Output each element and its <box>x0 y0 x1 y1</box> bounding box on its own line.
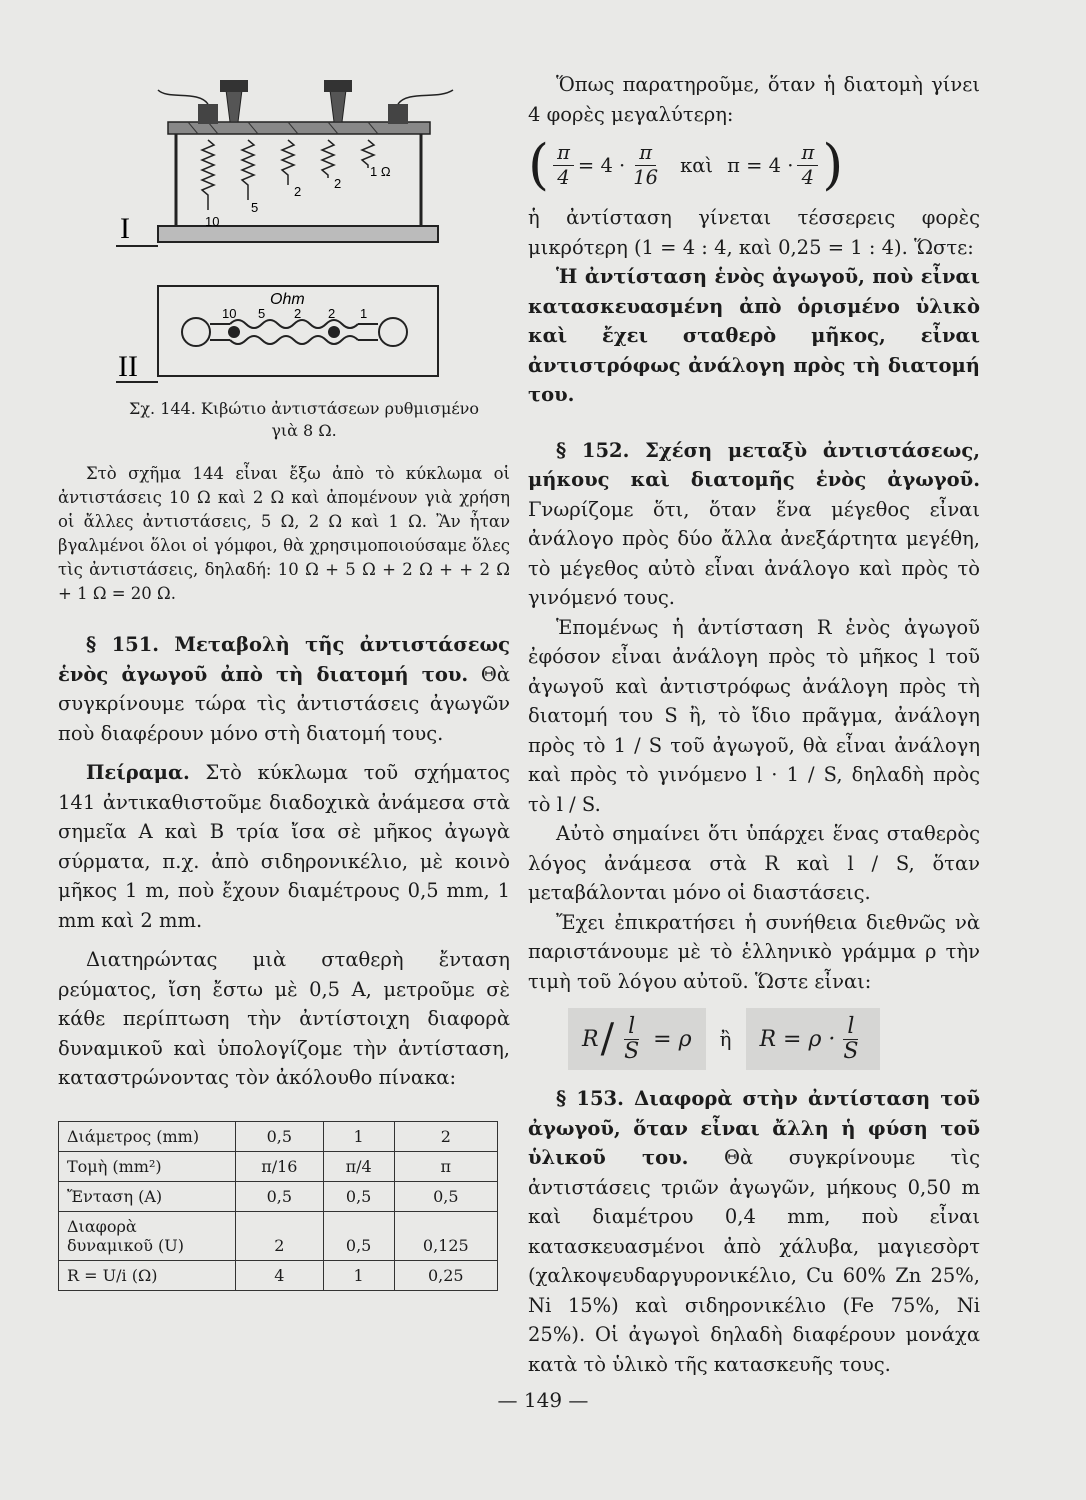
resistance-4x-paragraph: ἡ ἀντίσταση γίνεται τέσσερεις φορὲς μικρότερη (1 = 4 : 4, καὶ 0,25 = 1 : 4). Ὥστε: <box>528 206 980 259</box>
table-row <box>59 1121 498 1151</box>
page-number: — 149 — <box>497 1388 589 1412</box>
convention-paragraph: Ἔχει ἐπικρατήσει ἡ συνήθεια διεθνῶς νὰ παριστάνουμε μὲ τὸ ἑλληνικὸ γράμμα ρ τὴν τιμὴ τοῦ λόγου αὐτοῦ. Ὥστε εἶναι: <box>528 910 980 993</box>
formula-l: l <box>843 1015 858 1040</box>
fraction-pi-over-4-b <box>797 141 818 190</box>
table-cell: 1 <box>323 1260 394 1290</box>
formula-R: R <box>582 1026 599 1052</box>
section-153-text: Θὰ συγκρίνουμε τὶς ἀντιστάσεις τριῶν ἀγωγῶν, μήκους 0,50 m καὶ διαμέτρου 0,4 mm, ποὺ εἶναι κατασκευασμένοι ἀπὸ χάλυβα, μαγιεσὸρτ (χαλκοψευδαργυρονικέλιο, Cu 60% Zn 25%, Ni 15%) καὶ σιδηρονικέλιο (Fe 75%, Ni 25%). Οἱ ἀγωγοὶ δηλαδὴ διαφέρουν μονάχα κατὰ τὸ ὑλικὸ τῆς κατασκευῆς τους. <box>528 1146 980 1376</box>
table-cell: 0,5 <box>236 1121 324 1151</box>
table-cell: 0,125 <box>394 1211 497 1260</box>
table-cell: 0,5 <box>236 1181 324 1211</box>
experiment-paragraph <box>58 758 510 935</box>
therefore-paragraph: Ἑπομένως ἡ ἀντίσταση R ἑνὸς ἀγωγοῦ ἐφόσον εἶναι ἀνάλογη πρὸς τὸ μῆκος l τοῦ ἀγωγοῦ καὶ ἀντιστρόφως ἀνάλογη πρὸς τὴ διατομή του S ἢ, τὸ ἴδιο πρᾶγμα, ἀνάλογη πρὸς τὸ 1 / S τοῦ ἀγωγοῦ, θὰ εἶναι ἀνάλογη καὶ πρὸς τὸ γινόμενο l · 1 / S, δηλαδὴ πρὸς τὸ l / S. <box>528 615 980 816</box>
equation-left-paren: ( <box>528 133 550 196</box>
figure-caption <box>98 398 510 442</box>
section-152 <box>528 436 980 613</box>
equals-4-times: = 4 · <box>577 153 626 177</box>
resistivity-formulas <box>568 1008 980 1070</box>
table-cell: 2 <box>394 1121 497 1151</box>
figure-label-II: II <box>118 350 138 383</box>
table-cell: 4 <box>236 1260 324 1290</box>
formula-R-eq-rho: R = ρ · <box>759 1026 836 1052</box>
row-label: R = U/i (Ω) <box>59 1260 236 1290</box>
fraction-pi-over-4 <box>553 141 574 190</box>
section-152-text: Γνωρίζομε ὅτι, ὅταν ἕνα μέγεθος εἶναι ἀνάλογο πρὸς δύο ἄλλα ἀνεξάρτητα μεγέθη, τὸ μέγεθος αὐτὸ εἶναι ἀνάλογο καὶ πρὸς τὸ γινόμενό τους. <box>528 497 980 609</box>
right-column <box>528 70 980 1379</box>
section-151-text: Θὰ συγκρίνουμε τώρα τὶς ἀντιστάσεις ἀγωγῶν ποὺ διαφέρουν μόνο στὴ διατομή τους. <box>58 662 510 745</box>
table-cell: π <box>394 1151 497 1181</box>
plug-label-2b: 2 <box>328 306 336 321</box>
formula-boxed-2 <box>746 1008 881 1070</box>
plug-label-10: 10 <box>222 306 237 321</box>
observe-paragraph: Ὅπως παρατηροῦμε, ὅταν ἡ διατομὴ γίνει 4 φορὲς μεγαλύτερη: <box>528 73 980 126</box>
table-cell: 0,25 <box>394 1260 497 1290</box>
measurement-paragraph: Διατηρώντας μιὰ σταθερὴ ἔνταση ρεύματος, ἴση ἔστω μὲ 0,5 Α, μετροῦμε σὲ κάθε περίπτωση τὴν ἀντίστοιχη διαφορὰ δυναμικοῦ καὶ ὑπολογίζομε τὴν ἀντίσταση, καταστρώνοντας τὸν ἀκόλουθο πίνακα: <box>58 948 510 1089</box>
table-cell: 2 <box>236 1211 324 1260</box>
coil-label-2b: 2 <box>334 176 342 191</box>
frac-num: π <box>635 141 656 166</box>
row-label: Διάμετρος (mm) <box>59 1121 236 1151</box>
table-cell: 0,5 <box>323 1181 394 1211</box>
formula-l-over-S <box>620 1015 643 1064</box>
experiment-text: Στὸ κύκλωμα τοῦ σχήματος 141 ἀντικαθιστοῦμε διαδοχικὰ ἀνάμεσα στὰ σημεῖα Α καὶ Β τρία ἴσα σὲ μῆκος ἀγωγὰ σύρματα, π.χ. ἀπὸ σιδηρονικέλιο, μὲ κοινὸ μῆκος 1 m, ποὺ ἔχουν διαμέτρους 0,5 mm, 1 mm καὶ 2 mm. <box>58 761 510 932</box>
row-label: Διαφορὰ δυναμικοῦ (U) <box>59 1211 236 1260</box>
coil-label-2a: 2 <box>294 184 302 199</box>
pi-equals-4-times: π = 4 · <box>727 153 794 177</box>
resistance-box-figure <box>58 60 498 390</box>
ratio-paragraph: Αὐτὸ σημαίνει ὅτι ὑπάρχει ἕνας σταθερὸς λόγος ἀνάμεσα στὰ R καὶ l / S, ὅταν μεταβάλονται μόνο οἱ διαστάσεις. <box>528 822 980 904</box>
row-label: Τομὴ (mm²) <box>59 1151 236 1181</box>
intro-paragraph: Στὸ σχῆμα 144 εἶναι ἔξω ἀπὸ τὸ κύκλωμα οἱ ἀντιστάσεις 10 Ω καὶ 2 Ω καὶ ἀπομένουν γιὰ χρήση οἱ ἄλλες ἀντιστάσεις, 5 Ω, 2 Ω καὶ 1 Ω. Ἂν ἦταν βγαλμένοι ὅλοι οἱ γόμφοι, θὰ χρησιμοποιούσαμε ὅλες τὶς ἀντιστάσεις, δηλαδή: 10 Ω + 5 Ω + 2 Ω + + 2 Ω + 1 Ω = 20 Ω. <box>58 464 510 603</box>
resistance-box-drawing <box>58 60 498 390</box>
figure-caption-line2: γιὰ 8 Ω. <box>271 421 337 440</box>
frac-num: π <box>553 141 574 166</box>
coil-label-1: 1 Ω <box>370 164 391 179</box>
formula-l: l <box>624 1015 639 1040</box>
plug-label-2a: 2 <box>294 306 302 321</box>
formula-S: S <box>624 1038 640 1064</box>
figure-label-I: I <box>120 212 130 245</box>
section-151 <box>58 630 510 748</box>
measurements-table <box>58 1121 498 1291</box>
coil-label-5: 5 <box>251 200 259 215</box>
fraction-pi-over-16 <box>629 141 662 190</box>
formula-eq-rho: = ρ <box>653 1026 692 1052</box>
section-151-title: § 151. Μεταβολὴ τῆς ἀντιστάσεως ἑνὸς ἀγωγοῦ ἀπὸ τὴ διατομή του. <box>58 633 510 686</box>
row-label: Ἔνταση (Α) <box>59 1181 236 1211</box>
formula-boxed-1 <box>568 1008 706 1070</box>
frac-den: 4 <box>801 165 815 189</box>
rule-statement: Ἡ ἀντίσταση ἑνὸς ἀγωγοῦ, ποὺ εἶναι κατασκευασμένη ἀπὸ ὁρισμένο ὑλικὸ καὶ ἔχει σταθερὸ μῆκος, εἶναι ἀντιστρόφως ἀνάλογη πρὸς τὴ διατομή του. <box>528 265 980 406</box>
table-cell: 0,5 <box>394 1181 497 1211</box>
plug-label-1: 1 <box>360 306 368 321</box>
table-row <box>59 1211 498 1260</box>
formula-S: S <box>843 1038 859 1064</box>
table-cell: 0,5 <box>323 1211 394 1260</box>
formula-or: ἢ <box>719 1027 732 1051</box>
formula-l-over-S-2 <box>839 1015 862 1064</box>
left-column <box>58 60 510 1291</box>
table-row <box>59 1260 498 1290</box>
section-153 <box>528 1084 980 1379</box>
section-152-title: § 152. Σχέση μεταξὺ ἀντιστάσεως, μήκους καὶ διατομῆς ἑνὸς ἀγωγοῦ. <box>528 438 980 491</box>
frac-den: 4 <box>557 165 570 189</box>
table-cell: π/4 <box>323 1151 394 1181</box>
figure-caption-line1: Σχ. 144. Κιβώτιο ἀντιστάσεων ρυθμισμένο <box>129 399 479 418</box>
frac-num: π <box>797 141 818 166</box>
experiment-label: Πείραμα. <box>86 761 190 784</box>
formula-slash: / <box>600 1016 615 1062</box>
equation-right-paren: ) <box>822 133 844 196</box>
table-cell: 1 <box>323 1121 394 1151</box>
table-row <box>59 1181 498 1211</box>
coil-label-10: 10 <box>205 214 220 229</box>
ohm-label: Ohm <box>270 291 305 308</box>
frac-den: 16 <box>633 165 659 189</box>
and-word: καὶ <box>680 153 714 177</box>
table-row <box>59 1151 498 1181</box>
ratio-equation <box>528 133 980 196</box>
table-cell: π/16 <box>236 1151 324 1181</box>
section-153-title: § 153. Διαφορὰ στὴν ἀντίσταση τοῦ ἀγωγοῦ, ὅταν εἶναι ἄλλη ἡ φύση τοῦ ὑλικοῦ του. <box>528 1087 980 1169</box>
plug-label-5: 5 <box>258 306 266 321</box>
